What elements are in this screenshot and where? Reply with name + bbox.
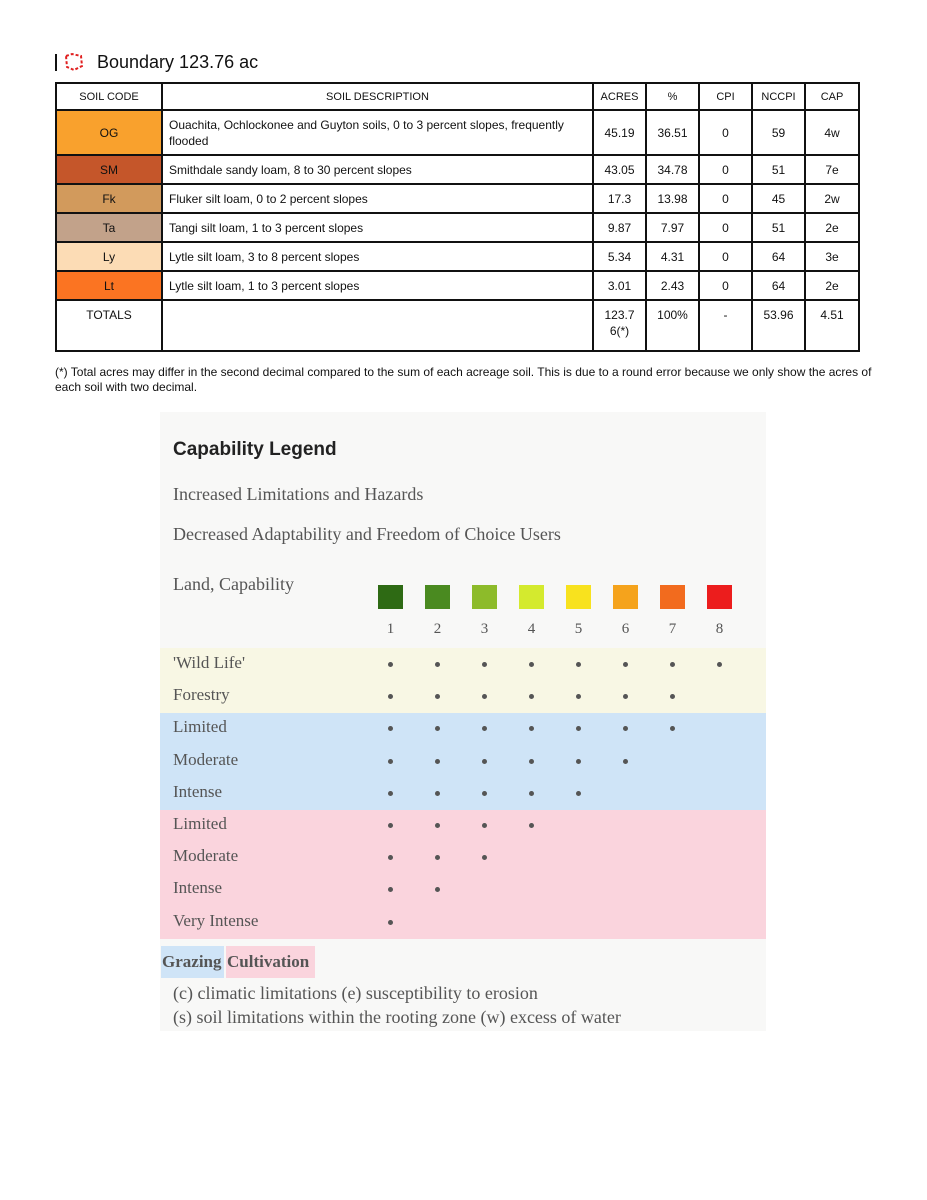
capability-class-1-swatch <box>378 585 403 609</box>
legend-band-grazing <box>160 712 766 745</box>
nccpi-cell: 51 <box>752 213 805 242</box>
capability-dot <box>482 662 487 667</box>
totals-row <box>56 300 859 351</box>
legend-row-label-general: 'Wild Life' <box>173 653 246 672</box>
capability-dot <box>435 759 440 764</box>
capability-dot <box>388 759 393 764</box>
cpi-cell: 0 <box>699 110 752 155</box>
col-header-soil-description: SOIL DESCRIPTION <box>162 83 593 110</box>
legend-explanation-1: (c) climatic limitations (e) susceptibility to erosion <box>173 983 538 1003</box>
soil-code-cell: SM <box>56 155 162 184</box>
capability-class-2-number: 2 <box>433 621 442 637</box>
capability-dot <box>529 662 534 667</box>
totals-label: TOTALS <box>56 300 162 351</box>
soil-code-cell: Lt <box>56 271 162 300</box>
cap-cell: 2e <box>805 213 859 242</box>
capability-class-5-swatch <box>566 585 591 609</box>
capability-class-6-swatch <box>613 585 638 609</box>
nccpi-cell: 64 <box>752 242 805 271</box>
percent-cell: 13.98 <box>646 184 699 213</box>
soil-description-cell: Lytle silt loam, 3 to 8 percent slopes <box>162 242 593 271</box>
capability-class-7-number: 7 <box>668 621 677 637</box>
col-header-acres: ACRES <box>593 83 646 110</box>
soil-description-cell: Smithdale sandy loam, 8 to 30 percent slopes <box>162 155 593 184</box>
totals-cpi: - <box>699 300 752 351</box>
cap-cell: 3e <box>805 242 859 271</box>
acres-cell: 9.87 <box>593 213 646 242</box>
capability-class-3-number: 3 <box>480 621 489 637</box>
cap-cell: 2w <box>805 184 859 213</box>
legend-row-label-grazing: Limited <box>173 717 227 737</box>
capability-class-4-number: 4 <box>527 621 536 637</box>
capability-dot <box>435 823 440 828</box>
cultivation-key: Cultivation <box>226 946 315 978</box>
capability-dot <box>529 823 534 828</box>
nccpi-cell: 51 <box>752 155 805 184</box>
acres-cell: 5.34 <box>593 242 646 271</box>
grazing-key: Grazing <box>161 946 224 978</box>
col-header-soil-code: SOIL CODE <box>56 83 162 110</box>
capability-dot <box>388 662 393 667</box>
soil-code-cell: Ly <box>56 242 162 271</box>
table-row <box>56 213 859 242</box>
legend-band-general <box>160 680 766 713</box>
cpi-cell: 0 <box>699 242 752 271</box>
acres-cell: 43.05 <box>593 155 646 184</box>
capability-class-1-number: 1 <box>386 621 395 637</box>
capability-dot <box>529 791 534 796</box>
capability-dot <box>388 791 393 796</box>
col-header-cpi: CPI <box>699 83 752 110</box>
land-capability-label: Land, Capability <box>173 574 294 594</box>
acres-cell: 17.3 <box>593 184 646 213</box>
legend-row-label-general: Forestry <box>173 685 230 705</box>
legend-band-grazing <box>160 777 766 810</box>
table-row <box>56 271 859 300</box>
cap-cell: 2e <box>805 271 859 300</box>
capability-dot <box>435 791 440 796</box>
nccpi-cell: 59 <box>752 110 805 155</box>
col-header-cap: CAP <box>805 83 859 110</box>
capability-dot <box>623 759 628 764</box>
legend-band-general <box>160 648 766 681</box>
header-bar <box>55 54 57 71</box>
acres-cell: 3.01 <box>593 271 646 300</box>
legend-row-label-grazing: Moderate <box>173 749 239 769</box>
soil-description-cell: Lytle silt loam, 1 to 3 percent slopes <box>162 271 593 300</box>
soil-description-cell: Tangi silt loam, 1 to 3 percent slopes <box>162 213 593 242</box>
percent-cell: 36.51 <box>646 110 699 155</box>
capability-dot <box>670 662 675 667</box>
capability-dot <box>717 662 722 667</box>
cap-cell: 4w <box>805 110 859 155</box>
cap-cell: 7e <box>805 155 859 184</box>
totals-acres: 123.7 6(*) <box>593 300 646 351</box>
capability-dot <box>576 759 581 764</box>
legend-band-cultivation <box>160 873 766 906</box>
acreage-footnote: (*) Total acres may differ in the second decimal compared to the sum of each acreage soil. This is due to a round error because we only show the acres of each soil with two decimal. <box>55 365 872 394</box>
soil-description-cell: Ouachita, Ochlockonee and Guyton soils, 0 to 3 percent slopes, frequently flooded <box>162 110 593 155</box>
table-row <box>56 184 859 213</box>
table-header-row <box>56 83 859 110</box>
cpi-cell: 0 <box>699 213 752 242</box>
legend-row-label-cultivation: Very Intense <box>173 910 259 930</box>
nccpi-cell: 45 <box>752 184 805 213</box>
percent-cell: 7.97 <box>646 213 699 242</box>
legend-row-label-cultivation: Moderate <box>173 846 239 866</box>
legend-increased-limitations: Increased Limitations and Hazards <box>173 484 424 504</box>
capability-dot <box>482 759 487 764</box>
capability-class-7-swatch <box>660 585 685 609</box>
capability-dot <box>623 662 628 667</box>
capability-dot <box>529 759 534 764</box>
table-row <box>56 110 859 155</box>
capability-dot <box>576 662 581 667</box>
capability-dot <box>388 823 393 828</box>
legend-decreased-adaptability: Decreased Adaptability and Freedom of Choice Users <box>173 524 561 544</box>
cpi-cell: 0 <box>699 184 752 213</box>
legend-title: Capability Legend <box>173 439 337 460</box>
capability-class-2-swatch <box>425 585 450 609</box>
percent-cell: 2.43 <box>646 271 699 300</box>
soil-code-cell: OG <box>56 110 162 155</box>
totals-description-cell <box>162 300 593 351</box>
legend-row-label-cultivation: Intense <box>173 878 223 898</box>
legend-band-cultivation <box>160 809 766 842</box>
acres-cell: 45.19 <box>593 110 646 155</box>
table-row <box>56 242 859 271</box>
totals-nccpi: 53.96 <box>752 300 805 351</box>
cpi-cell: 0 <box>699 271 752 300</box>
capability-dot <box>435 662 440 667</box>
table-row <box>56 155 859 184</box>
capability-class-8-swatch <box>707 585 732 609</box>
map-header <box>55 50 258 74</box>
capability-legend <box>160 412 766 1031</box>
legend-row-label-grazing: Intense <box>173 781 223 801</box>
capability-dot <box>482 823 487 828</box>
capability-dot <box>482 791 487 796</box>
legend-band-grazing <box>160 745 766 778</box>
cpi-cell: 0 <box>699 155 752 184</box>
capability-class-3-swatch <box>472 585 497 609</box>
nccpi-cell: 64 <box>752 271 805 300</box>
legend-band-cultivation <box>160 841 766 874</box>
capability-class-8-number: 8 <box>715 621 724 637</box>
capability-class-5-number: 5 <box>574 621 583 637</box>
legend-row-label-cultivation: Limited <box>173 814 227 833</box>
capability-class-4-swatch <box>519 585 544 609</box>
capability-dot <box>576 791 581 796</box>
soil-table <box>55 82 860 352</box>
legend-explanation-2: (s) soil limitations within the rooting zone (w) excess of water <box>173 1007 621 1027</box>
totals-percent: 100% <box>646 300 699 351</box>
boundary-icon <box>63 52 85 72</box>
boundary-title: Boundary 123.76 ac <box>97 51 259 72</box>
soil-description-cell: Fluker silt loam, 0 to 2 percent slopes <box>162 184 593 213</box>
percent-cell: 34.78 <box>646 155 699 184</box>
percent-cell: 4.31 <box>646 242 699 271</box>
soil-code-cell: Fk <box>56 184 162 213</box>
totals-cap: 4.51 <box>805 300 859 351</box>
capability-dot <box>388 920 393 925</box>
capability-class-6-number: 6 <box>621 621 630 637</box>
col-header-nccpi: NCCPI <box>752 83 805 110</box>
soil-code-cell: Ta <box>56 213 162 242</box>
col-header-percent: % <box>646 83 699 110</box>
